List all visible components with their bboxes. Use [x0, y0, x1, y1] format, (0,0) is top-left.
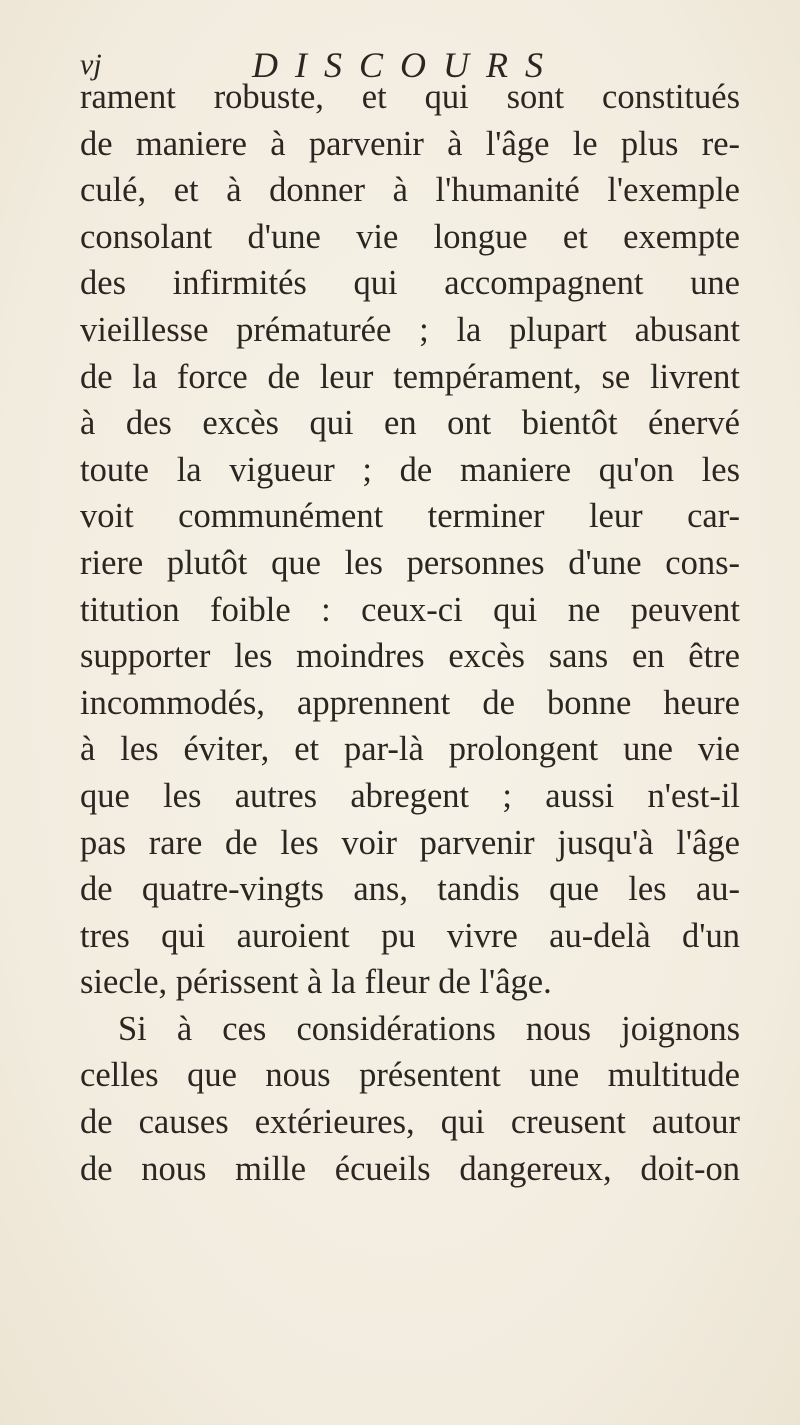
text-line: culé, et à donner à l'humanité l'exemple	[80, 171, 740, 210]
text-line: celles que nous présentent une multitude	[80, 1056, 740, 1095]
text-line: titution foible : ceux-ci qui ne peuvent	[80, 590, 740, 629]
text-line: incommodés, apprennent de bonne heure	[80, 683, 740, 722]
text-line: de maniere à parvenir à l'âge le plus re-	[80, 124, 740, 163]
text-line: de nous mille écueils dangereux, doit-on	[80, 1149, 740, 1188]
text-line: supporter les moindres excès sans en être	[80, 637, 740, 676]
text-line: tres qui auroient pu vivre au-delà d'un	[80, 916, 740, 955]
page-number: vj	[80, 48, 102, 81]
text-line: de la force de leur tempérament, se livrent	[80, 357, 740, 396]
text-line: siecle, périssent à la fleur de l'âge.	[80, 963, 552, 1002]
text-line: toute la vigueur ; de maniere qu'on les	[80, 450, 740, 489]
text-line: de causes extérieures, qui creusent autour	[80, 1103, 740, 1142]
text-line: Si à ces considérations nous joignons	[118, 1009, 740, 1048]
text-line: des infirmités qui accompagnent une	[80, 264, 740, 303]
text-line: vieillesse prématurée ; la plupart abusant	[80, 310, 740, 349]
text-line: pas rare de les voir parvenir jusqu'à l'âge	[80, 823, 740, 862]
text-line: riere plutôt que les personnes d'une cons-	[80, 543, 740, 582]
text-line: à des excès qui en ont bientôt énervé	[80, 404, 740, 443]
text-line: consolant d'une vie longue et exempte	[80, 217, 740, 256]
text-line: rament robuste, et qui sont constitués	[80, 78, 740, 116]
text-line: que les autres abregent ; aussi n'est-il	[80, 776, 740, 815]
text-line: voit communément terminer leur car-	[80, 497, 740, 536]
text-line: à les éviter, et par-là prolongent une vie	[80, 730, 740, 769]
running-title: DISCOURS	[252, 45, 560, 85]
body-text	[80, 74, 740, 1192]
text-line: de quatre-vingts ans, tandis que les au-	[80, 870, 740, 909]
